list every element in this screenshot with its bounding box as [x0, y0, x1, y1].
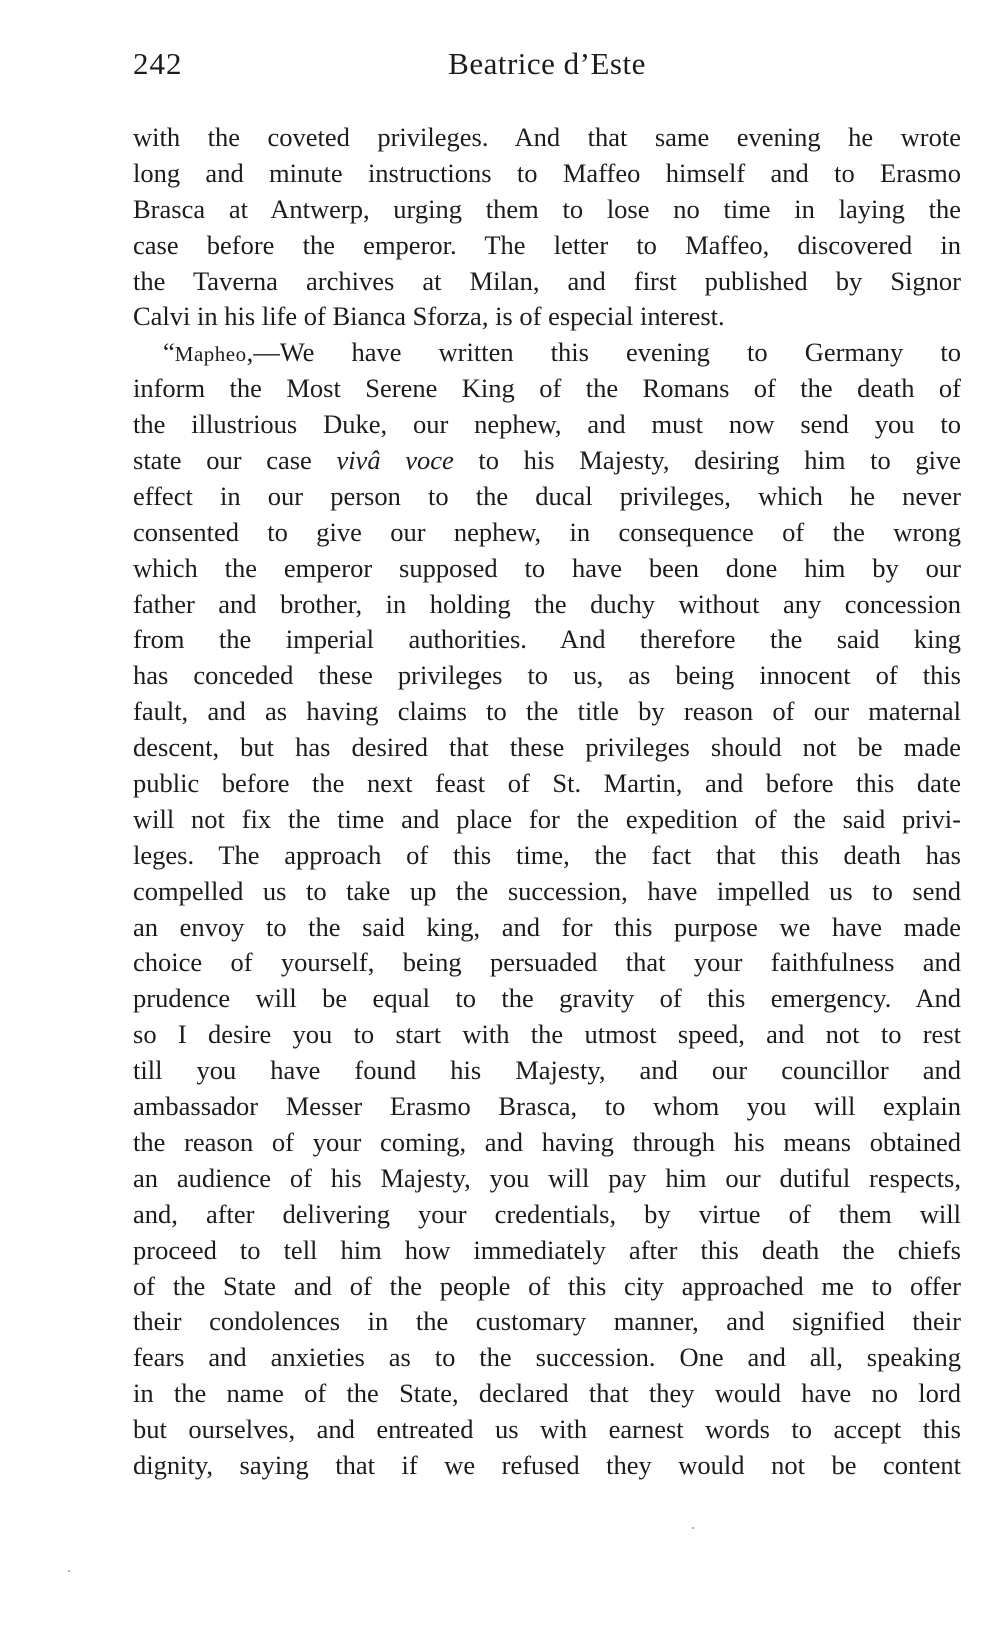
italic-phrase: vivâ voce — [336, 445, 454, 476]
paper-speck — [68, 1570, 70, 1572]
paper-speck — [692, 1527, 694, 1529]
text-line: choice of yourself, being persuaded that your faithfulness and — [133, 947, 961, 978]
text-line: the Taverna archives at Milan, and first published by Signor — [133, 265, 961, 296]
opening-line-rest: ,—We have written this evening to Germany to — [246, 337, 961, 368]
line-segment: state our case — [133, 445, 337, 476]
text-line: will not fix the time and place for the expedition of the said privi- — [133, 803, 961, 834]
text-line: with the coveted privileges. And that same evening he wrote — [133, 122, 961, 152]
text-line: an audience of his Majesty, you will pay him our dutiful respects, — [133, 1162, 961, 1193]
text-line: of the State and of the people of this city approached me to offer — [133, 1270, 961, 1301]
text-line: descent, but has desired that these privileges should not be made — [133, 732, 961, 763]
text-line: case before the emperor. The letter to Maffeo, discovered in — [133, 229, 961, 260]
text-line: their condolences in the customary manner, and signified their — [133, 1306, 961, 1337]
running-title: Beatrice d’Este — [448, 46, 646, 81]
text-line: compelled us to take up the succession, have impelled us to send — [133, 875, 961, 906]
text-line: ambassador Messer Erasmo Brasca, to whom you will explain — [133, 1091, 961, 1122]
text-line: so I desire you to start with the utmost speed, and not to rest — [133, 1019, 961, 1050]
text-line: and, after delivering your credentials, by virtue of them will — [133, 1198, 961, 1229]
text-line: has conceded these privileges to us, as being innocent of this — [133, 660, 961, 691]
text-line: from the imperial authorities. And therefore the said king — [133, 624, 961, 655]
opening-quote: “ — [163, 337, 175, 368]
text-line: consented to give our nephew, in consequence of the wrong — [133, 516, 961, 547]
text-line: an envoy to the said king, and for this purpose we have made — [133, 911, 961, 942]
text-line-with-italic — [133, 443, 961, 479]
text-line: Calvi in his life of Bianca Sforza, is of especial interest. — [133, 301, 725, 332]
text-line: long and minute instructions to Maffeo himself and to Erasmo — [133, 157, 961, 188]
text-line: the reason of your coming, and having through his means obtained — [133, 1126, 961, 1157]
page-number: 242 — [133, 46, 183, 81]
text-line: effect in our person to the ducal privileges, which he never — [133, 480, 961, 511]
text-line: fears and anxieties as to the succession. One and all, speaking — [133, 1342, 961, 1373]
body-text — [133, 120, 961, 1484]
text-line: but ourselves, and entreated us with earnest words to accept this — [133, 1414, 961, 1445]
text-line: father and brother, in holding the duchy without any concession — [133, 588, 961, 619]
letter-opening-line — [133, 335, 961, 371]
text-line: proceed to tell him how immediately after this death the chiefs — [133, 1234, 961, 1265]
text-line: inform the Most Serene King of the Romans of the death of — [133, 373, 961, 404]
text-line: prudence will be equal to the gravity of this emergency. And — [133, 983, 961, 1014]
text-line: in the name of the State, declared that they would have no lord — [133, 1378, 961, 1409]
text-line: leges. The approach of this time, the fact that this death has — [133, 839, 961, 870]
line-segment: to his Majesty, desiring him to give — [453, 445, 961, 476]
page-header — [133, 46, 961, 90]
text-line: Brasca at Antwerp, urging them to lose no time in laying the — [133, 193, 961, 224]
text-line: dignity, saying that if we refused they would not be content — [133, 1449, 961, 1480]
text-line: the illustrious Duke, our nephew, and must now send you to — [133, 409, 961, 440]
text-line: public before the next feast of St. Martin, and before this date — [133, 768, 961, 799]
addressee-smallcaps: Mapheo — [174, 342, 247, 367]
text-line: fault, and as having claims to the title by reason of our maternal — [133, 696, 961, 727]
text-line: till you have found his Majesty, and our councillor and — [133, 1055, 961, 1086]
text-line: which the emperor supposed to have been done him by our — [133, 552, 961, 583]
